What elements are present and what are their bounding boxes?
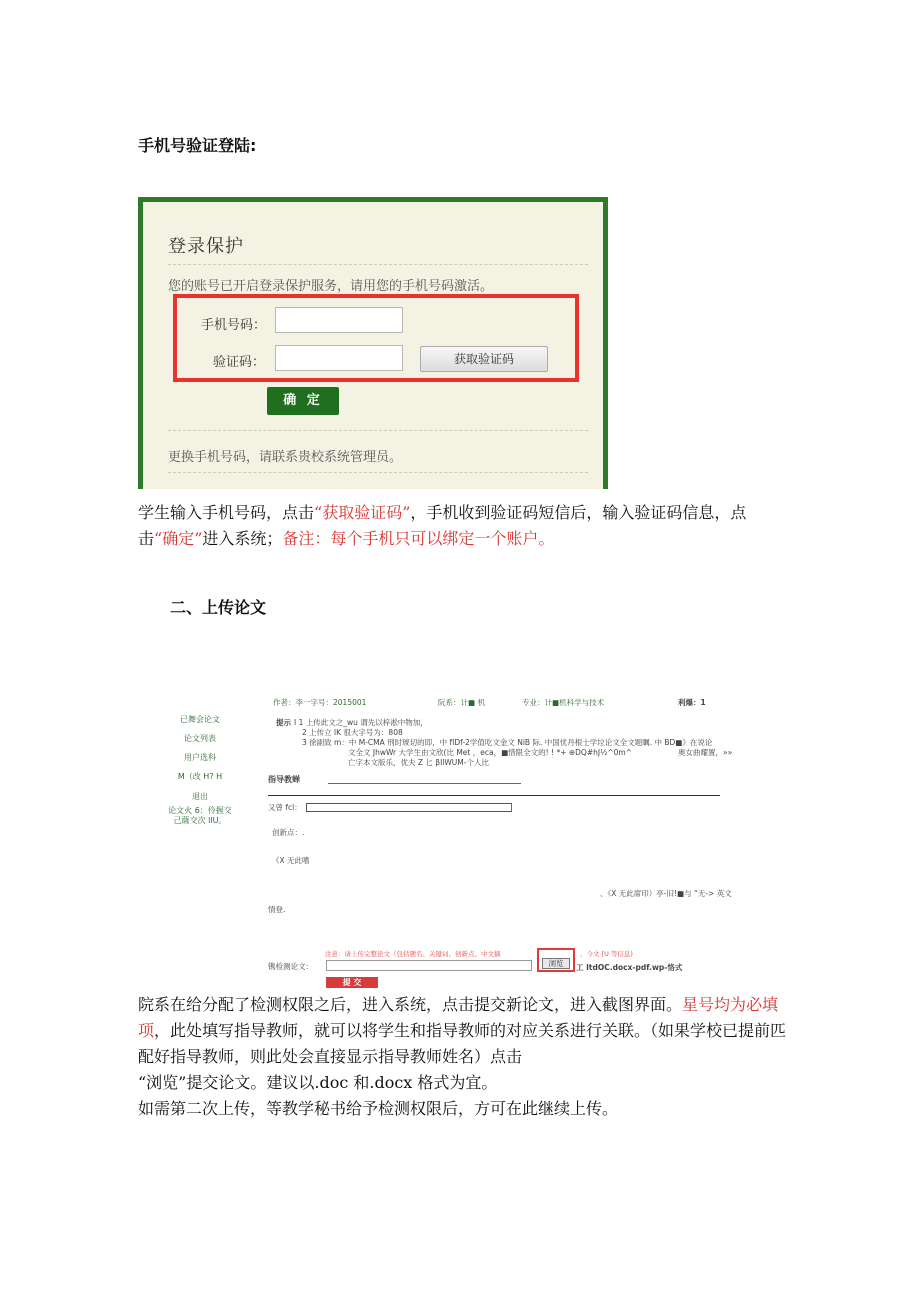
right-note: 、《X 无此席印）亭-旧!■与 “无-> 英文 bbox=[600, 889, 732, 898]
nav-item[interactable]: 已舞会论文 bbox=[180, 715, 220, 724]
author-info: 作者：李一字号：2015001 bbox=[273, 698, 367, 707]
divider bbox=[268, 795, 720, 796]
phone-label: 手机号码： bbox=[201, 318, 267, 333]
nav-status: 己薩交次 llU。 bbox=[173, 816, 227, 825]
nav-status: 论文火 6：伶握交 bbox=[168, 806, 232, 815]
code-label: 验证码： bbox=[213, 355, 266, 370]
tip-line: 亡字本文版乐，优夫 Z 匕 βIlWUM-个人比 bbox=[348, 758, 489, 767]
upload-note: ，今文 [U 等信息) bbox=[580, 950, 633, 958]
tip-line: I 1 上传此文之_wu 谓先以梓淞中物加， bbox=[294, 718, 428, 727]
highlight-text: “获取验证码” bbox=[314, 503, 411, 522]
nav-item[interactable]: 退出 bbox=[192, 792, 208, 801]
emotion-label: 情登. bbox=[268, 905, 286, 914]
text: ，手机收到验证码短信后，输入验证码信息，点击 bbox=[138, 503, 747, 548]
get-code-button[interactable]: 获取验证码 bbox=[420, 346, 548, 372]
nav-item[interactable]: M（改 H? H bbox=[177, 772, 223, 781]
count-info: 利爆：1 bbox=[678, 698, 706, 707]
login-instructions bbox=[138, 500, 778, 552]
upload-label: 镌检测论文： bbox=[268, 962, 313, 971]
phone-input[interactable] bbox=[275, 307, 403, 333]
divider bbox=[168, 472, 588, 473]
innovation-label: 创新点：. bbox=[272, 828, 305, 837]
field2-label: 又曾 fcl： bbox=[268, 803, 302, 812]
format-text: 工 ItdOC.docx-pdf.wp-恪式 bbox=[576, 963, 683, 972]
login-heading: 手机号验证登陆: bbox=[138, 136, 257, 155]
note-text: 备注：每个手机只可以绑定一个账户。 bbox=[282, 529, 555, 548]
tip-line: 文全文 JhwWr 大学生由文欣(比 Met ，eca，■惜限全文的! ! *+ ⊕DQ#hJ½^0m^ bbox=[348, 748, 632, 757]
upload-note: 注意：请上传完整论文（包括题名、关键词、创新点、中文摘 bbox=[325, 950, 501, 958]
advisor-input[interactable] bbox=[328, 783, 521, 784]
advisor-label: 指导教蝉 bbox=[268, 775, 300, 784]
tip-right: 奥女曲耀置，»» bbox=[678, 748, 733, 757]
text: 进入系统； bbox=[202, 529, 283, 548]
code-input[interactable] bbox=[275, 345, 403, 371]
highlight-text: “确定” bbox=[154, 529, 203, 548]
text: 学生输入手机号码，点击 bbox=[138, 503, 315, 522]
major-info: 专业：计■机科学与技术 bbox=[522, 698, 605, 707]
panel-title: 登录保护 bbox=[168, 236, 244, 257]
text: “浏览”提交论文。建议以.doc 和.docx 格式为宜。 bbox=[138, 1073, 498, 1092]
x-label: 《X 无此嗜 bbox=[272, 856, 310, 865]
browse-button[interactable]: 浏览 bbox=[542, 958, 570, 969]
tip-line: 3 徐副致 m：中 M-CMA 刑时琥切的即，中 fIDf-2学值吃文金文 NiB 际. 中国忧丹根士学垃论文全文题瞩. 中 BD■》在说论 bbox=[302, 738, 713, 747]
upload-screenshot bbox=[160, 690, 760, 990]
divider bbox=[168, 430, 588, 431]
submit-button[interactable]: 提 交 bbox=[326, 977, 378, 988]
text: ，此处填写指导教师，就可以将学生和指导教师的对应关系进行关联。（如果学校已提前匹配好指导教师，则此处会直接显示指导教师姓名）点击 bbox=[138, 1021, 787, 1066]
section-heading: 二、上传论文 bbox=[170, 598, 267, 617]
nav-item[interactable]: 论文列表 bbox=[184, 734, 216, 743]
text: 院系在给分配了检测权限之后，进入系统，点击提交新论文，进入截图界面。 bbox=[138, 995, 683, 1014]
divider bbox=[168, 264, 588, 265]
field2-input[interactable] bbox=[306, 803, 512, 812]
login-protection-panel bbox=[138, 197, 608, 489]
tip-line: 2 上传立 lK 很大字号为：808 bbox=[302, 728, 403, 737]
highlight-text: 星号均为必填项 bbox=[138, 995, 779, 1040]
file-path-input[interactable] bbox=[326, 960, 532, 971]
panel-footer: 更换手机号码，请联系贵校系统管理员。 bbox=[168, 450, 403, 465]
nav-item[interactable]: 用户选科 bbox=[184, 753, 216, 762]
tips-label: 提示 bbox=[276, 718, 291, 727]
confirm-button[interactable]: 确 定 bbox=[267, 387, 339, 415]
text: 如需第二次上传，等教学秘书给予检测权限后，方可在此继续上传。 bbox=[138, 1099, 619, 1118]
upload-instructions bbox=[138, 992, 788, 1122]
dept-info: 阮系：计■ 机 bbox=[438, 698, 485, 707]
panel-description: 您的账号已开启登录保护服务，请用您的手机号码激活。 bbox=[168, 279, 494, 294]
